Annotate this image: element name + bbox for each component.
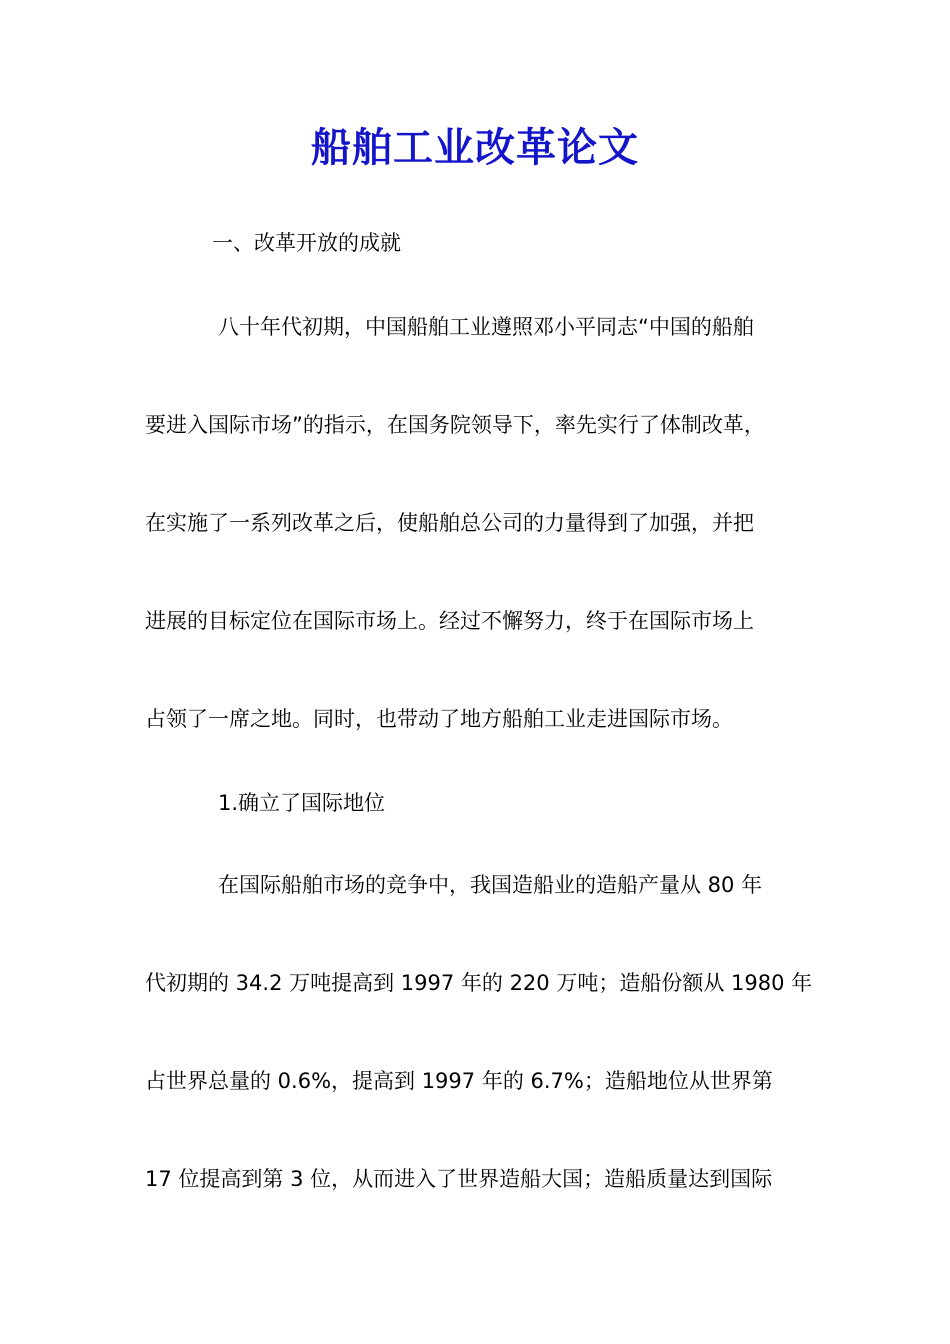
- paragraph-line: 代初期的 34.2 万吨提高到 1997 年的 220 万吨；造船份额从 1980 年: [145, 971, 813, 995]
- section-heading: 一、改革开放的成就: [212, 231, 401, 255]
- paragraph-line: 在国际船舶市场的竞争中，我国造船业的造船产量从 80 年: [218, 873, 763, 897]
- document-title: 船舶工业改革论文: [311, 124, 639, 171]
- paragraph-line: 在实施了一系列改革之后，使船舶总公司的力量得到了加强，并把: [145, 511, 754, 535]
- paragraph-line: 占世界总量的 0.6%，提高到 1997 年的 6.7%；造船地位从世界第: [145, 1069, 773, 1093]
- paragraph-line: 进展的目标定位在国际市场上。经过不懈努力，终于在国际市场上: [145, 609, 754, 633]
- paragraph-line: 17 位提高到第 3 位，从而进入了世界造船大国；造船质量达到国际: [145, 1167, 773, 1191]
- paragraph-line: 要进入国际市场”的指示，在国务院领导下，率先实行了体制改革，: [145, 413, 765, 437]
- paragraph-line: 八十年代初期，中国船舶工业遵照邓小平同志“中国的船舶: [218, 315, 754, 339]
- paragraph-line: 占领了一席之地。同时，也带动了地方船舶工业走进国际市场。: [145, 707, 733, 731]
- subsection-heading: 1.确立了国际地位: [218, 791, 386, 815]
